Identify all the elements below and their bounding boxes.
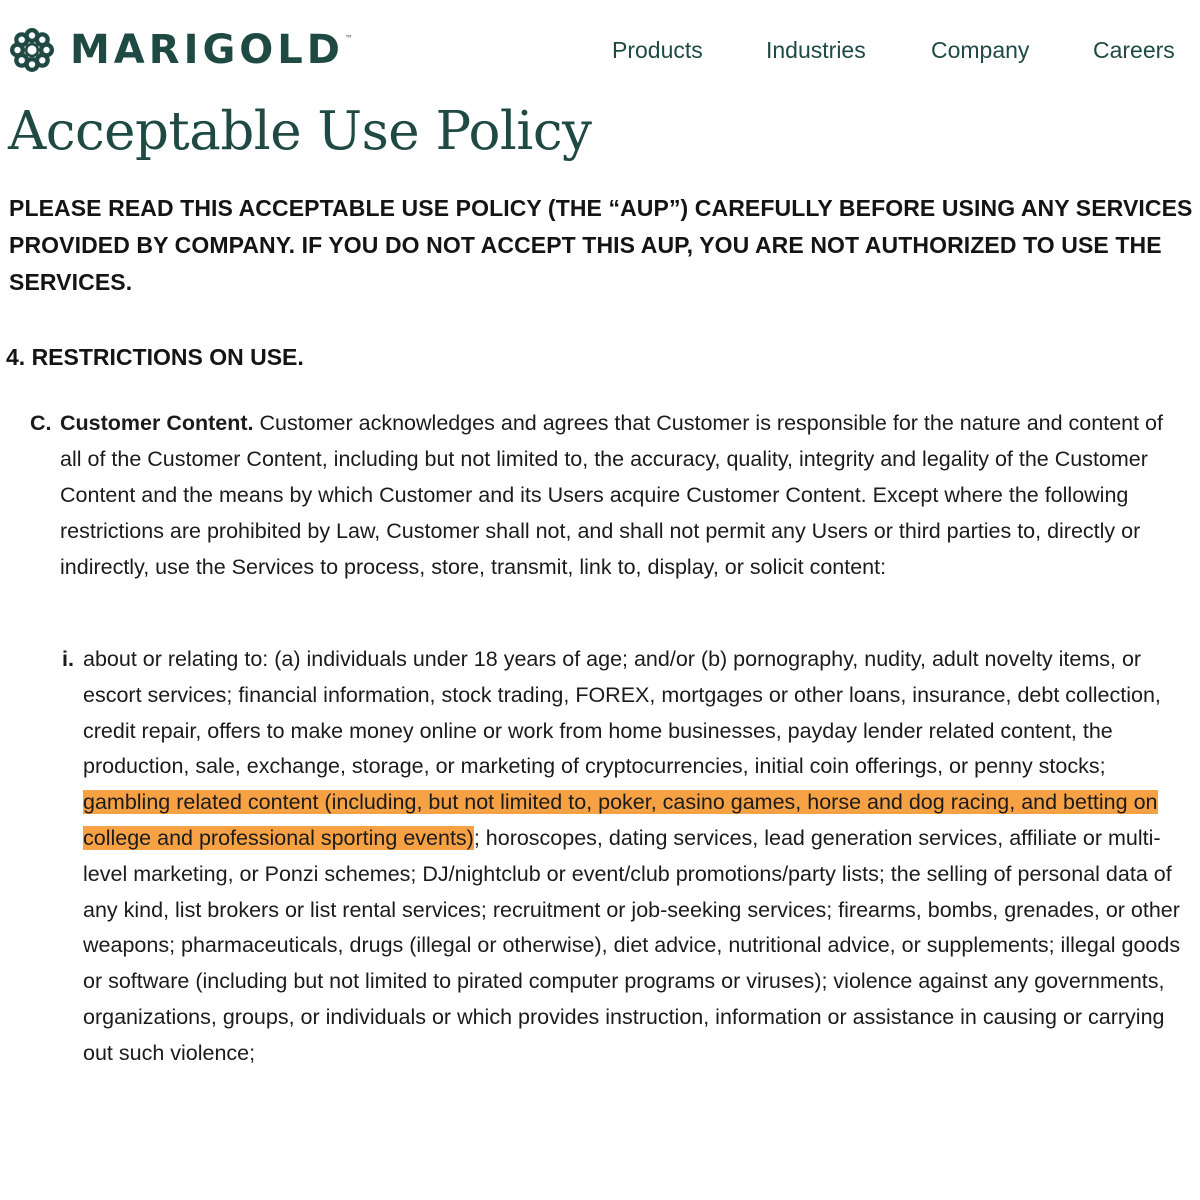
list-item-text-after: ; horoscopes, dating services, lead generation services, affiliate or multi-level marketing, or Ponzi schemes; DJ/nightclub or event/club promotions/party lists; the selling of personal data of any kind, list brokers or list rental services; recruitment or job-seeking services; firearms, bombs, grenades, or other weapons; pharmaceuticals, drugs (illegal or otherwise), diet advice, nutritional advice, or supplements; illegal goods or software (including but not limited to pirated computer programs or viruses); violence against any governments, organizations, groups, or individuals or which provides instruction, information or assistance in causing or carrying out such violence;	[83, 825, 1181, 1065]
flower-logo-icon	[8, 26, 56, 74]
logo-trademark: ™	[344, 34, 353, 43]
list-item-marker: i.	[62, 647, 74, 671]
page-title: Acceptable Use Policy	[8, 101, 592, 162]
subsection-marker: C.	[30, 411, 52, 435]
policy-intro: PLEASE READ THIS ACCEPTABLE USE POLICY (THE “AUP”) CAREFULLY BEFORE USING ANY SERVICES PROVIDED BY COMPANY. IF YOU DO NOT ACCEPT THIS AUP, YOU ARE NOT AUTHORIZED TO USE THE SERVICES.	[9, 195, 1193, 295]
list-item-i	[62, 642, 1183, 1072]
nav-products[interactable]: Products	[612, 37, 703, 63]
subsection-title: Customer Content.	[60, 411, 254, 435]
marigold-logo[interactable]	[8, 26, 353, 74]
nav-careers[interactable]: Careers	[1093, 37, 1175, 63]
subsection-customer-content	[30, 405, 1185, 585]
subsection-text: Customer acknowledges and agrees that Customer is responsible for the nature and content of all of the Customer Content, including but not limited to, the accuracy, quality, integrity and legality of the Customer Content and the means by which Customer and its Users acquire Customer Content. Except where the following restrictions are prohibited by Law, Customer shall not, and shall not permit any Users or third parties to, directly or indirectly, use the Services to process, store, transmit, link to, display, or solicit content:	[60, 411, 1163, 579]
logo-wordmark: MARIGOLD	[70, 27, 344, 73]
nav-company[interactable]: Company	[931, 37, 1030, 63]
site-header	[0, 0, 1200, 100]
section-heading: 4. RESTRICTIONS ON USE.	[6, 344, 304, 370]
nav-industries[interactable]: Industries	[766, 37, 866, 63]
list-item-text-before: about or relating to: (a) individuals under 18 years of age; and/or (b) pornography, nudity, adult novelty items, or escort services; financial information, stock trading, FOREX, mortgages or other loans, insurance, debt collection, credit repair, offers to make money online or work from home businesses, payday lender related content, the production, sale, exchange, storage, or marketing of cryptocurrencies, initial coin offerings, or penny stocks;	[83, 647, 1161, 779]
highlighted-text: gambling related content (including, but not limited to, poker, casino games, horse and dog racing, and betting on college and professional sporting events)	[83, 790, 1158, 850]
